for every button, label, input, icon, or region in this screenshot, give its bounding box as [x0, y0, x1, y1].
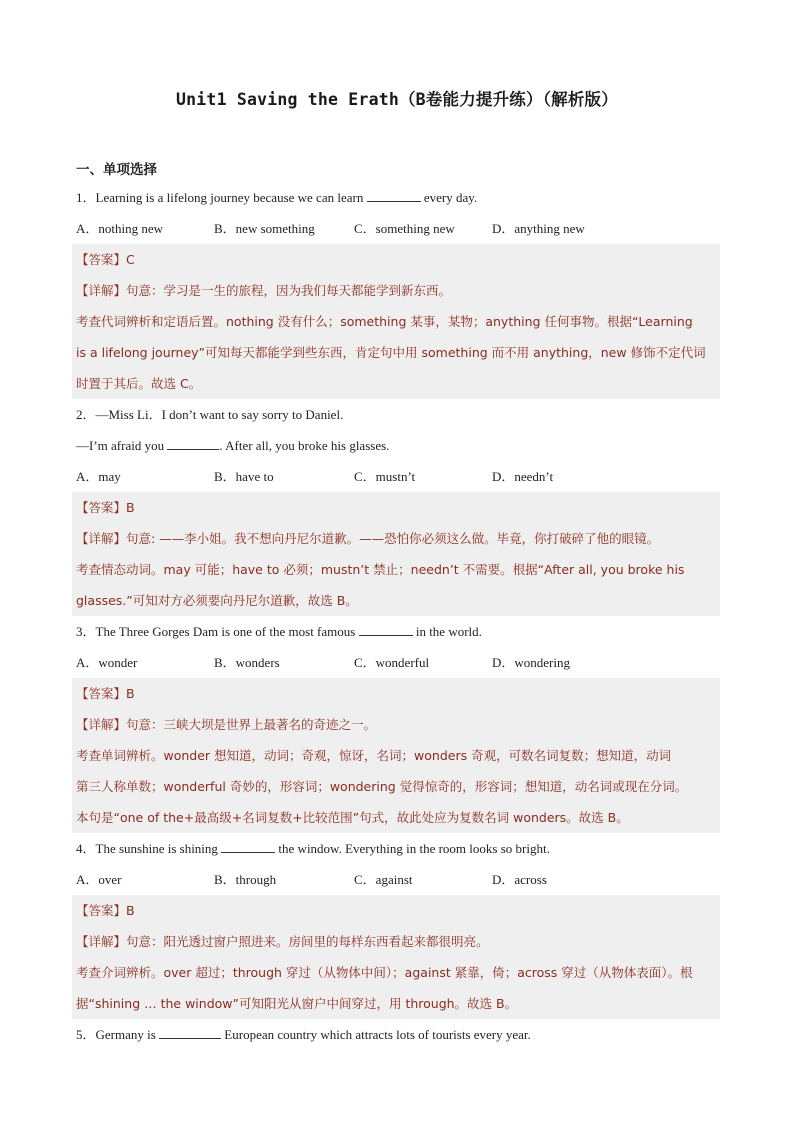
answer-blank: [159, 1024, 221, 1039]
option-c: C．something new: [354, 221, 455, 236]
stem-text: 5．Germany is: [76, 1027, 160, 1042]
option-b: B．through: [214, 872, 277, 887]
answer-line: 【答案】B: [76, 500, 135, 515]
option-a: A．wonder: [76, 655, 138, 670]
question-stem: [76, 430, 720, 461]
question-stem: [76, 1019, 720, 1050]
question-2: [76, 399, 720, 616]
stem-text: —I’m afraid you: [76, 438, 168, 453]
question-1: [76, 182, 720, 399]
stem-text: 3．The Three Gorges Dam is one of the most famous: [76, 624, 359, 639]
detail-line: 【详解】句意: ——李小姐。我不想向丹尼尔道歉。——恐怕你必须这么做。毕竟，你打破碎了他的眼镜。: [76, 531, 660, 546]
detail-line: 据“shining … the window”可知阳光从窗户中间穿过，用 through。故选 B。: [76, 996, 518, 1011]
section-heading: 一、单项选择: [76, 162, 157, 178]
page-title: Unit1 Saving the Erath（B卷能力提升练）（解析版）: [176, 90, 618, 109]
analysis-block: [72, 492, 720, 616]
stem-text: 1．Learning is a lifelong journey because we can learn: [76, 190, 367, 205]
detail-line: 考查情态动词。may 可能；have to 必须；mustn’t 禁止；needn’t 不需要。根据“After all, you broke his: [76, 562, 685, 577]
option-b: B．new something: [214, 221, 315, 236]
detail-line: 第三人称单数；wonderful 奇妙的，形容词；wondering 觉得惊奇的，形容词；想知道，动名词或现在分词。: [76, 779, 688, 794]
question-5: [76, 1019, 720, 1050]
question-stem: [76, 616, 720, 647]
detail-line: 本句是“one of the+最高级+名词复数+比较范围”句式，故此处应为复数名词 wonders。故选 B。: [76, 810, 629, 825]
option-a: A．may: [76, 469, 121, 484]
detail-line: glasses.”可知对方必须要向丹尼尔道歉，故选 B。: [76, 593, 358, 608]
stem-text: 4．The sunshine is shining: [76, 841, 222, 856]
option-c: C．mustn’t: [354, 469, 416, 484]
answer-line: 【答案】B: [76, 903, 135, 918]
stem-text: the window. Everything in the room looks so bright.: [275, 841, 550, 856]
analysis-block: [72, 678, 720, 833]
stem-text: every day.: [420, 190, 478, 205]
answer-blank: [359, 621, 413, 636]
detail-line: 【详解】句意：阳光透过窗户照进来。房间里的每样东西看起来都很明亮。: [76, 934, 489, 949]
option-a: A．over: [76, 872, 122, 887]
analysis-block: [72, 895, 720, 1019]
option-b: B．wonders: [214, 655, 280, 670]
question-4: [76, 833, 720, 1019]
answer-line: 【答案】C: [76, 252, 135, 267]
detail-line: 时置于其后。故选 C。: [76, 376, 202, 391]
answer-blank: [221, 838, 275, 853]
option-d: D．wondering: [492, 655, 570, 670]
option-row: [76, 213, 720, 244]
option-row: [76, 461, 720, 492]
option-b: B．have to: [214, 469, 274, 484]
question-stem: 2．—Miss Li．I don’t want to say sorry to Daniel.: [76, 407, 344, 422]
option-row: [76, 864, 720, 895]
detail-line: 【详解】句意：三峡大坝是世界上最著名的奇迹之一。: [76, 717, 377, 732]
question-stem: [76, 182, 720, 213]
option-row: [76, 647, 720, 678]
detail-line: is a lifelong journey”可知每天都能学到些东西，肯定句中用 something 而不用 anything，new 修饰不定代词: [76, 345, 706, 360]
stem-text: . After all, you broke his glasses.: [219, 438, 390, 453]
detail-line: 考查单词辨析。wonder 想知道，动词；奇观，惊讶，名词；wonders 奇观，可数名词复数；想知道，动词: [76, 748, 672, 763]
detail-line: 考查代词辨析和定语后置。nothing 没有什么；something 某事，某物；anything 任何事物。根据“Learning: [76, 314, 693, 329]
analysis-block: [72, 244, 720, 399]
option-d: D．needn’t: [492, 469, 554, 484]
answer-line: 【答案】B: [76, 686, 135, 701]
option-c: C．against: [354, 872, 413, 887]
detail-line: 【详解】句意：学习是一生的旅程，因为我们每天都能学到新东西。: [76, 283, 452, 298]
question-stem: [76, 833, 720, 864]
option-a: A．nothing new: [76, 221, 164, 236]
option-d: D．anything new: [492, 221, 585, 236]
option-d: D．across: [492, 872, 547, 887]
stem-text: in the world.: [412, 624, 482, 639]
detail-line: 考查介词辨析。over 超过；through 穿过（从物体中间）；against 紧靠，倚；across 穿过（从物体表面）。根: [76, 965, 693, 980]
answer-blank: [167, 435, 219, 450]
question-3: [76, 616, 720, 833]
document-body: [76, 158, 720, 1050]
stem-text: European country which attracts lots of tourists every year.: [221, 1027, 531, 1042]
answer-blank: [367, 187, 421, 202]
option-c: C．wonderful: [354, 655, 430, 670]
